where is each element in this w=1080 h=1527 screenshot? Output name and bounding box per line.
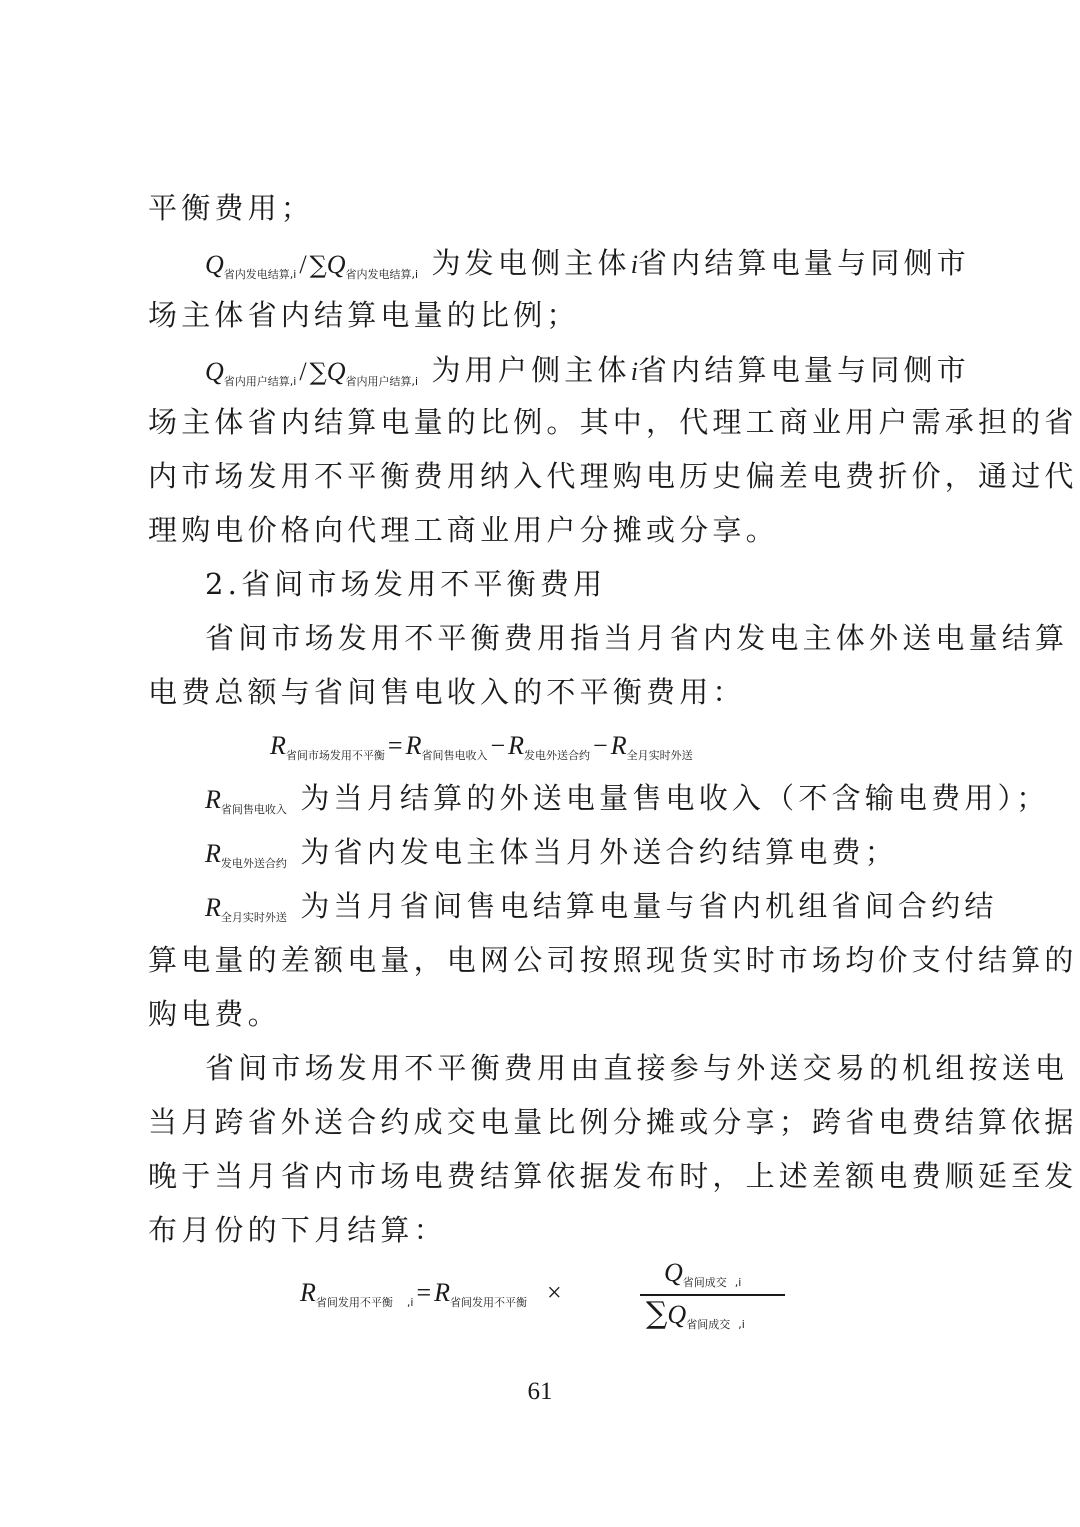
- q-subscript: 省内发电结算,i: [345, 268, 419, 281]
- formula-line-user-ratio: [205, 350, 970, 402]
- text-line-7: 理购电价格向代理工商业用户分摊或分享。: [148, 513, 779, 547]
- definition-realtime: [205, 886, 998, 938]
- q-symbol: Q: [667, 1300, 687, 1329]
- text-line-1: 平衡费用；: [148, 191, 315, 225]
- equals-sign: =: [416, 1278, 432, 1307]
- text-line-10: 电费总额与省间售电收入的不平衡费用：: [148, 675, 746, 709]
- text-line-5: 场主体省内结算电量的比例。其中，代理工商业用户需承担的省: [148, 405, 1078, 439]
- fraction-numerator: [664, 1258, 741, 1290]
- r-subscript: 省间市场发用不平衡: [285, 749, 385, 762]
- sum-symbol: ∑: [646, 1296, 668, 1331]
- q-symbol: Q: [205, 357, 224, 386]
- r-subscript: 省间售电收入: [421, 749, 488, 762]
- sum-symbol: ∑: [309, 251, 327, 279]
- minus-sign: −: [593, 731, 608, 760]
- r-symbol: R: [434, 1278, 451, 1307]
- r-subscript: 全月实时外送: [220, 911, 287, 924]
- definition-text-tail: 省内结算电量与同侧市: [637, 353, 970, 387]
- q-symbol: Q: [326, 250, 346, 279]
- r-subscript: 省间发用不平衡: [315, 1296, 393, 1309]
- definition-text: 为省内发电主体当月外送合约结算电费；: [300, 835, 898, 869]
- r-subscript: 省间售电收入: [220, 803, 287, 816]
- times-sign: ×: [547, 1278, 562, 1307]
- q-symbol: Q: [664, 1258, 683, 1287]
- index-i: i: [630, 250, 638, 279]
- r-symbol: R: [205, 893, 221, 922]
- fraction-denominator: [646, 1296, 745, 1332]
- minus-sign: −: [490, 731, 506, 760]
- r-symbol: R: [205, 785, 221, 814]
- equals-sign: =: [387, 731, 403, 760]
- text-line-17: 当月跨省外送合约成交电量比例分摊或分享；跨省电费结算依据: [148, 1105, 1078, 1139]
- slash-symbol: /: [299, 357, 307, 386]
- definition-text: 为当月结算的外送电量售电收入（不含输电费用）；: [300, 781, 1050, 815]
- text-line-6: 内市场发用不平衡费用纳入代理购电历史偏差电费折价，通过代: [148, 459, 1078, 493]
- q-subscript: 省间成交: [686, 1318, 731, 1331]
- q-subscript-index: ,i: [738, 1318, 745, 1331]
- formula-line-gen-ratio: [205, 243, 970, 295]
- q-subscript: 省内用户结算,i: [223, 375, 297, 388]
- q-symbol: Q: [205, 250, 224, 279]
- q-subscript: 省内用户结算,i: [345, 375, 419, 388]
- imbalance-formula: [270, 726, 830, 776]
- r-subscript: 省间发用不平衡: [450, 1296, 528, 1309]
- r-symbol: R: [205, 839, 221, 868]
- r-subscript: 发电外送合约: [524, 749, 591, 762]
- r-subscript: 发电外送合约: [220, 857, 287, 870]
- section-heading: 2.省间市场发用不平衡费用: [205, 567, 607, 601]
- text-line-15: 购电费。: [148, 997, 281, 1031]
- text-line-19: 布月份的下月结算：: [148, 1213, 447, 1247]
- text-line-16: 省间市场发用不平衡费用由直接参与外送交易的机组按送电: [205, 1051, 1069, 1085]
- q-symbol: Q: [326, 357, 346, 386]
- r-symbol: R: [405, 731, 422, 760]
- definition-text: 为发电侧主体: [431, 246, 631, 280]
- q-subscript: 省内发电结算,i: [223, 268, 297, 281]
- r-symbol: R: [270, 731, 286, 760]
- q-subscript-index: ,i: [734, 1276, 742, 1289]
- r-subscript: 全月实时外送: [626, 749, 693, 762]
- index-i: i: [630, 357, 638, 386]
- text-line-14: 算电量的差额电量，电网公司按照现货实时市场均价支付结算的: [148, 943, 1078, 977]
- definition-contract: [205, 832, 943, 884]
- text-line-3: 场主体省内结算电量的比例；: [148, 298, 580, 332]
- definition-text-tail: 省内结算电量与同侧市: [637, 246, 970, 280]
- r-symbol: R: [508, 731, 525, 760]
- text-line-18: 晚于当月省内市场电费结算依据发布时，上述差额电费顺延至发: [148, 1159, 1078, 1193]
- r-subscript-index: ,i: [406, 1296, 414, 1309]
- definition-text: 为当月省间售电结算电量与省内机组省间合约结: [300, 889, 998, 923]
- text-line-9: 省间市场发用不平衡费用指当月省内发电主体外送电量结算: [205, 621, 1069, 655]
- q-subscript: 省间成交: [682, 1276, 727, 1289]
- r-symbol: R: [300, 1278, 316, 1307]
- definition-sales: [205, 778, 1050, 830]
- r-symbol: R: [610, 731, 627, 760]
- sum-symbol: ∑: [309, 358, 327, 386]
- definition-text: 为用户侧主体: [431, 353, 631, 387]
- slash-symbol: /: [299, 250, 307, 279]
- page-number: 61: [527, 1378, 553, 1405]
